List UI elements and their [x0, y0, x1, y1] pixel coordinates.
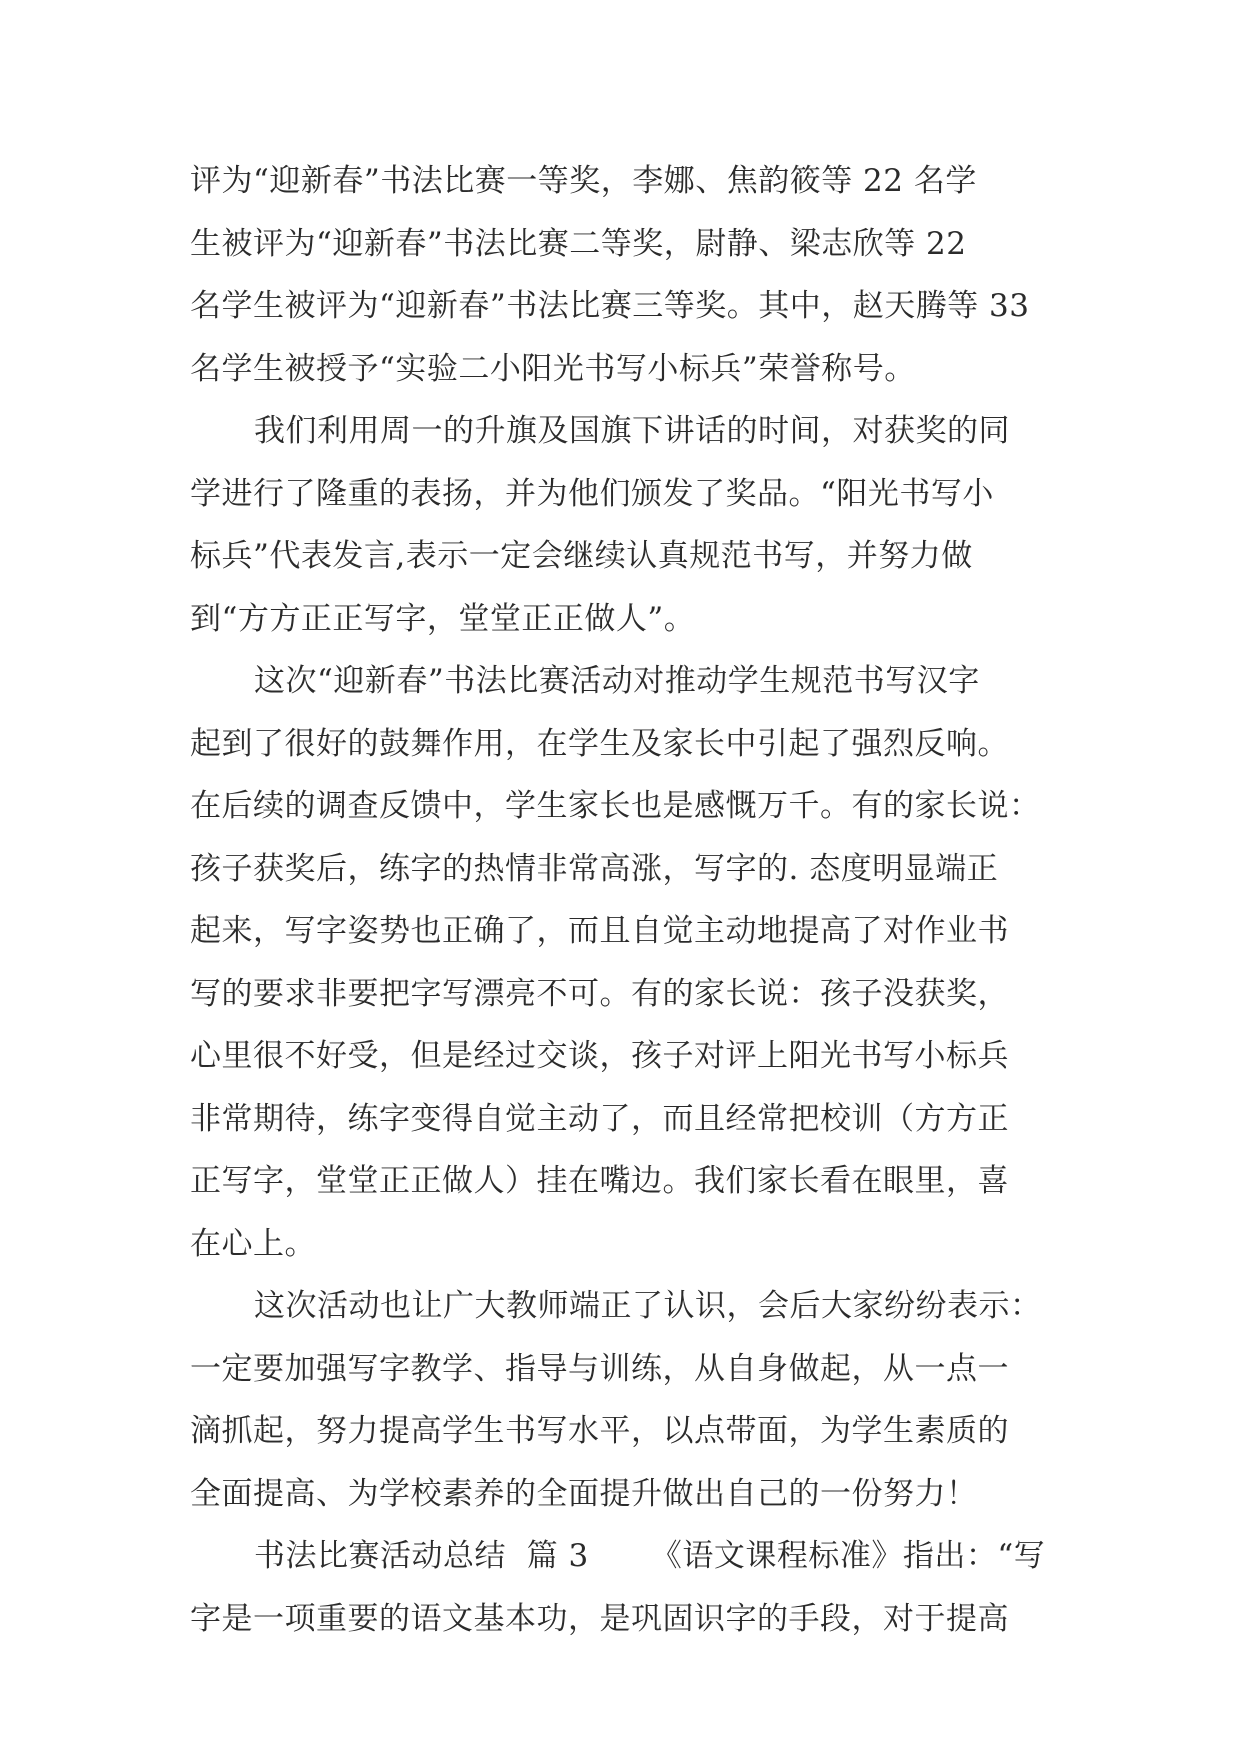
paragraph-start-line: 这次活动也让广大教师端正了认识，会后大家纷纷表示： — [254, 1288, 1042, 1324]
text-line: 一定要加强写字教学、指导与训练，从自身做起，从一点一 — [190, 1350, 1009, 1387]
text-line: 起到了很好的鼓舞作用，在学生及家长中引起了强烈反响。 — [190, 725, 1009, 762]
text-line: 生被评为“迎新春”书法比赛二等奖，尉静、梁志欣等 22 — [190, 225, 967, 262]
section-heading-line: 书法比赛活动总结 篇 3 《语文课程标准》指出：“写 — [254, 1538, 1046, 1574]
text-line: 名学生被评为“迎新春”书法比赛三等奖。其中，赵天腾等 33 — [190, 288, 1030, 324]
text-line: 正写字，堂堂正正做人）挂在嘴边。我们家长看在眼里，喜 — [190, 1163, 1009, 1199]
text-line: 评为“迎新春”书法比赛一等奖，李娜、焦韵筱等 22 名学 — [190, 163, 977, 199]
text-line: 起来，写字姿势也正确了，而且自觉主动地提高了对作业书 — [190, 913, 1009, 949]
text-line: 字是一项重要的语文基本功，是巩固识字的手段，对于提高 — [190, 1600, 1009, 1637]
text-line: 学进行了隆重的表扬，并为他们颁发了奖品。“阳光书写小 — [190, 475, 994, 512]
paragraph-start-line: 这次“迎新春”书法比赛活动对推动学生规范书写汉字 — [254, 663, 980, 699]
text-line: 非常期待，练字变得自觉主动了，而且经常把校训（方方正 — [190, 1100, 1009, 1137]
text-line: 名学生被授予“实验二小阳光书写小标兵”荣誉称号。 — [190, 350, 916, 387]
paragraph-start-line: 我们利用周一的升旗及国旗下讲话的时间，对获奖的同 — [254, 413, 1010, 449]
text-line: 孩子获奖后，练字的热情非常高涨，写字的. 态度明显端正 — [190, 850, 999, 887]
text-line: 在后续的调查反馈中，学生家长也是感慨万千。有的家长说： — [190, 788, 1041, 824]
document-body — [190, 150, 1050, 1650]
text-line: 标兵”代表发言,表示一定会继续认真规范书写，并努力做 — [190, 538, 973, 574]
text-line: 到“方方正正写字，堂堂正正做人”。 — [190, 600, 696, 637]
text-line: 滴抓起，努力提高学生书写水平，以点带面，为学生素质的 — [190, 1413, 1009, 1449]
text-line: 写的要求非要把字写漂亮不可。有的家长说：孩子没获奖， — [190, 975, 1009, 1012]
text-line: 心里很不好受，但是经过交谈，孩子对评上阳光书写小标兵 — [190, 1038, 1009, 1074]
text-line: 在心上。 — [190, 1225, 316, 1262]
text-line: 全面提高、为学校素养的全面提升做出自己的一份努力！ — [190, 1475, 978, 1512]
